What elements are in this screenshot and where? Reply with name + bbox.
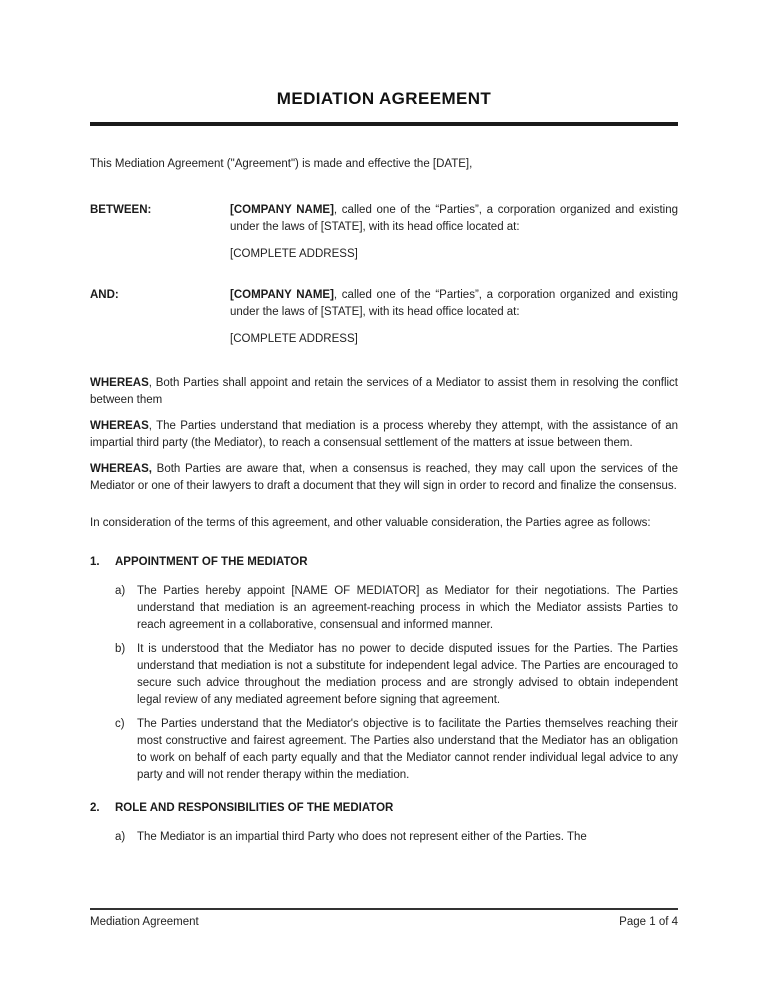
title-rule [90, 122, 678, 126]
consideration-paragraph: In consideration of the terms of this agreement, and other valuable consideration, the Parties agree as follows: [90, 517, 651, 529]
list-marker: b) [115, 643, 126, 655]
whereas-lead: WHEREAS [90, 420, 149, 432]
list-item-text: The Parties understand that the Mediator's objective is to facilitate the Parties themselves reaching their most constructive and fairest agreement. The Parties also understand that the Mediator has an obligation to work on behalf of each party equally and that the Mediator cannot render individual legal advice to any party and will not render therapy within the mediation. [137, 718, 678, 781]
party-and-description [230, 287, 678, 321]
list-item-1c [90, 716, 678, 784]
page-footer [90, 908, 678, 930]
section-title: ROLE AND RESPONSIBILITIES OF THE MEDIATOR [115, 802, 394, 814]
list-item-1b [90, 641, 678, 709]
whereas-lead: WHEREAS [90, 377, 149, 389]
list-item-text: It is understood that the Mediator has no power to decide disputed issues for the Parties. The Parties understand that mediation is not a substitute for independent legal advice. The Parties are encouraged to secure such advice throughout the mediation process and are strongly advised to obtain independent legal review of any mediated agreement before signing that agreement. [137, 643, 678, 706]
footer-page-number: Page 1 of 4 [619, 916, 678, 928]
whereas-lead: WHEREAS, [90, 463, 152, 475]
footer-document-name: Mediation Agreement [90, 916, 199, 928]
party-and-text: , called one of the “Parties”, a corporation organized and existing under the laws of [STATE], with its head office located at: [230, 289, 678, 318]
party-between-content [230, 202, 678, 263]
page-title: MEDIATION AGREEMENT [276, 89, 492, 108]
section-2-heading [90, 800, 678, 817]
section-1-heading [90, 554, 678, 571]
party-and-label: AND: [90, 289, 119, 301]
party-between-text: , called one of the “Parties”, a corporation organized and existing under the laws of [STATE], with its head office located at: [230, 204, 678, 233]
section-number: 2. [90, 802, 100, 814]
party-between-address: [COMPLETE ADDRESS] [230, 248, 358, 260]
party-and-row [90, 287, 678, 348]
list-marker: c) [115, 718, 125, 730]
party-and-content [230, 287, 678, 348]
list-item-text: The Mediator is an impartial third Party who does not represent either of the Parties. The [137, 831, 587, 843]
list-marker: a) [115, 831, 126, 843]
party-between-label: BETWEEN: [90, 204, 152, 216]
section-2 [90, 800, 678, 846]
party-between-row [90, 202, 678, 263]
party-and-address: [COMPLETE ADDRESS] [230, 333, 358, 345]
section-1 [90, 554, 678, 784]
section-number: 1. [90, 556, 100, 568]
section-title: APPOINTMENT OF THE MEDIATOR [115, 556, 308, 568]
whereas-text: Both Parties are aware that, when a consensus is reached, they may call upon the services of the Mediator or one of their lawyers to draft a document that they will sign in order to record and finalize the consensus. [90, 463, 678, 492]
company-name-placeholder: [COMPANY NAME] [230, 289, 334, 301]
whereas-text: , Both Parties shall appoint and retain the services of a Mediator to assist them in resolving the conflict between them [90, 377, 678, 406]
list-item-text: The Parties hereby appoint [NAME OF MEDIATOR] as Mediator for their negotiations. The Parties understand that mediation is an agreement-reaching process in which the Mediator assists Parties to reach agreement in a collaborative, consensual and informed manner. [137, 585, 678, 631]
whereas-paragraph-3 [90, 461, 678, 495]
whereas-paragraph-1 [90, 375, 678, 409]
list-item-1a [90, 583, 678, 634]
list-marker: a) [115, 585, 126, 597]
whereas-text: , The Parties understand that mediation is a process whereby they attempt, with the assistance of an impartial third party (the Mediator), to reach a consensual settlement of the matters at issue between them. [90, 420, 678, 449]
whereas-paragraph-2 [90, 418, 678, 452]
intro-paragraph: This Mediation Agreement ("Agreement") is made and effective the [DATE], [90, 158, 473, 170]
list-item-2a [90, 829, 678, 846]
document-content [0, 88, 768, 846]
party-between-description [230, 202, 678, 236]
company-name-placeholder: [COMPANY NAME] [230, 204, 334, 216]
